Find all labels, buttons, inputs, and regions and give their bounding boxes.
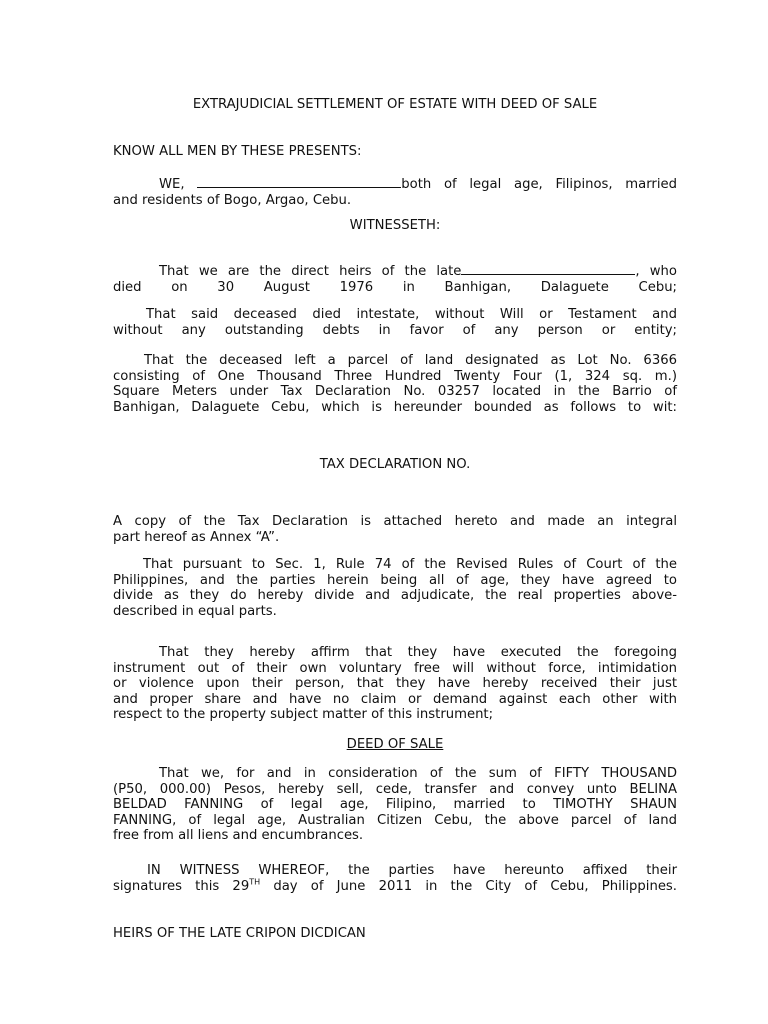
land-paragraph xyxy=(113,353,677,415)
annex-line-2: part hereof as Annex “A”. xyxy=(113,529,280,545)
we-paragraph xyxy=(113,175,677,208)
we-line-2: and residents of Bogo, Argao, Cebu. xyxy=(113,192,352,208)
deceased-name-blank xyxy=(461,262,635,275)
affirm-line-3: or violence upon their person, that they have hereby received their just xyxy=(113,676,677,691)
witness-paragraph xyxy=(113,863,677,894)
rule74-line-1: That pursuant to Sec. 1, Rule 74 of the Revised Rules of Court of the xyxy=(143,557,677,572)
know-all-heading: KNOW ALL MEN BY THESE PRESENTS: xyxy=(113,144,362,159)
intestate-line-2: without any outstanding debts in favor of any person or entity; xyxy=(113,322,677,338)
land-line-2: consisting of One Thousand Three Hundred Twenty Four (1, 324 sq. m.) xyxy=(113,368,677,384)
affirm-line-5: respect to the property subject matter of this instrument; xyxy=(113,707,494,722)
annex-line-1: A copy of the Tax Declaration is attached hereto and made an integral xyxy=(113,514,677,529)
heirs-paragraph xyxy=(113,262,677,295)
sale-line-1: That we, for and in consideration of the sum of FIFTY THOUSAND xyxy=(159,766,677,781)
names-blank xyxy=(197,175,401,188)
rule74-line-4: described in equal parts. xyxy=(113,603,277,619)
document-title: EXTRAJUDICIAL SETTLEMENT OF ESTATE WITH DEED OF SALE xyxy=(192,97,598,112)
sale-line-3: BELDAD FANNING of legal age, Filipino, married to TIMOTHY SHAUN xyxy=(113,797,677,812)
we-line-1: WE, both of legal age, Filipinos, married xyxy=(159,177,677,192)
land-line-4: Banhigan, Dalaguete Cebu, which is hereunder bounded as follows to wit: xyxy=(113,399,677,415)
rule74-line-3: divide as they do hereby divide and adjudicate, the real properties above- xyxy=(113,588,677,603)
witnesseth-heading: WITNESSETH: xyxy=(349,218,441,233)
annex-paragraph xyxy=(113,514,677,545)
affirm-line-2: instrument out of their own voluntary free will without force, intimidation xyxy=(113,660,677,676)
heirs-footer: HEIRS OF THE LATE CRIPON DICDICAN xyxy=(113,926,366,941)
sale-line-2: (P50, 000.00) Pesos, hereby sell, cede, transfer and convey unto BELINA xyxy=(113,781,677,797)
heirs-line-1: That we are the direct heirs of the late , who xyxy=(159,264,677,279)
witness-line-2: signatures this 29TH day of June 2011 in the City of Cebu, Philippines. xyxy=(113,877,677,894)
deed-of-sale-heading: DEED OF SALE xyxy=(346,737,444,752)
sale-paragraph xyxy=(113,766,677,844)
sale-line-4: FANNING, of legal age, Australian Citizen Cebu, the above parcel of land xyxy=(113,812,677,828)
affirm-line-1: That they hereby affirm that they have executed the foregoing xyxy=(159,645,677,660)
heirs-line-2: died on 30 August 1976 in Banhigan, Dalaguete Cebu; xyxy=(113,279,677,295)
sale-line-5: free from all liens and encumbrances. xyxy=(113,828,364,843)
intestate-line-1: That said deceased died intestate, without Will or Testament and xyxy=(146,307,677,322)
tax-declaration-heading: TAX DECLARATION NO. xyxy=(319,457,471,472)
witness-line-1: IN WITNESS WHEREOF, the parties have hereunto affixed their xyxy=(147,863,677,878)
affirm-paragraph xyxy=(113,645,677,723)
intestate-paragraph xyxy=(113,307,677,338)
land-line-3: Square Meters under Tax Declaration No. 03257 located in the Barrio of xyxy=(113,384,677,399)
rule74-line-2: Philippines, and the parties herein being all of age, they have agreed to xyxy=(113,572,677,588)
affirm-line-4: and proper share and have no claim or demand against each other with xyxy=(113,691,677,707)
land-line-1: That the deceased left a parcel of land designated as Lot No. 6366 xyxy=(144,353,677,368)
rule74-paragraph xyxy=(113,557,677,619)
